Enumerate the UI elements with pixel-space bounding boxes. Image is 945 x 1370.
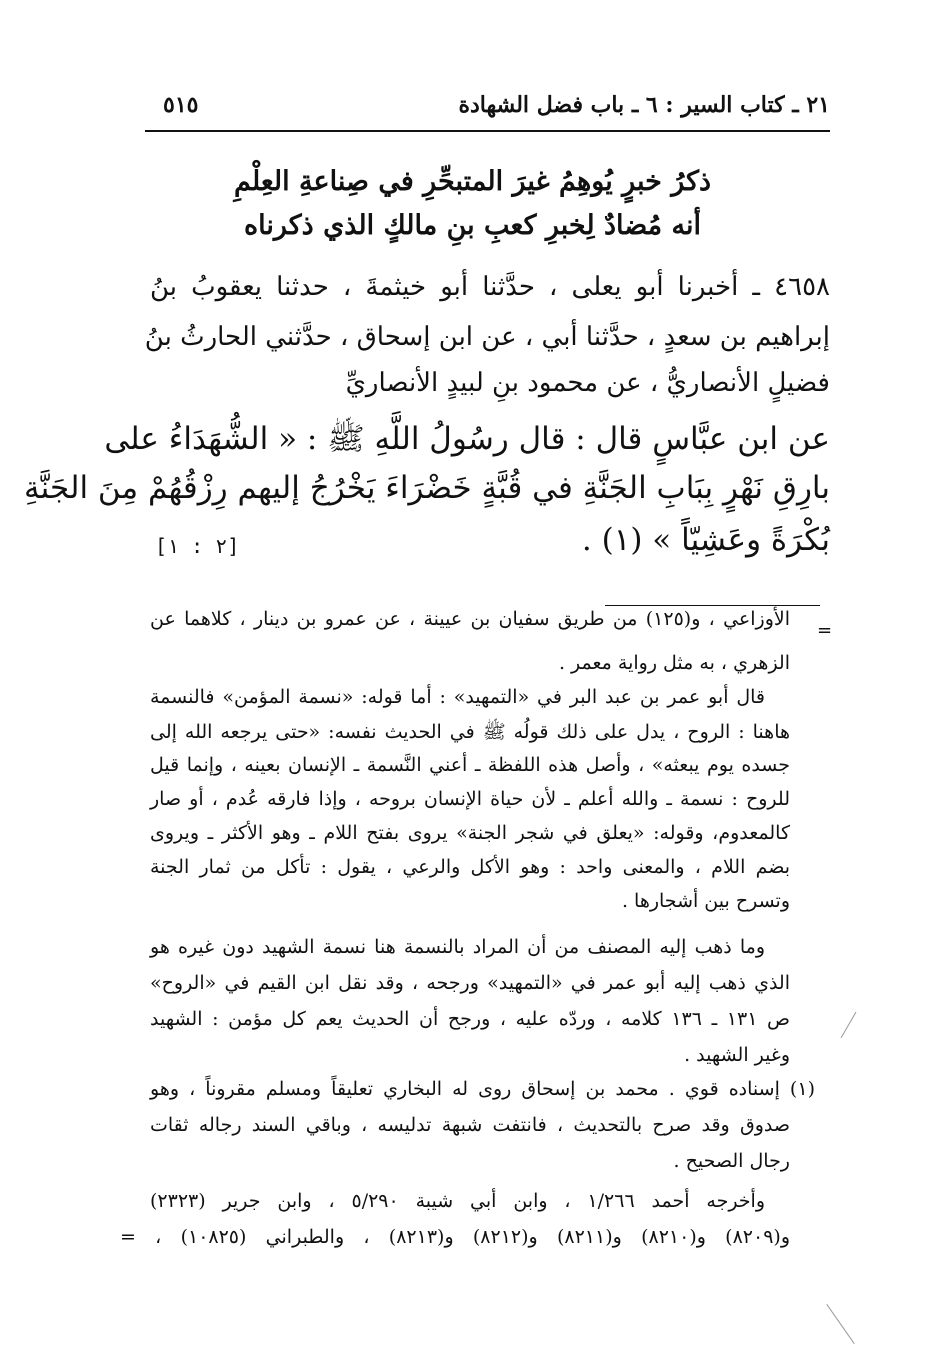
footnote-line: وما ذهب إليه المصنف من أن المراد بالنسمة هنا نسمة الشهيد دون غيره هو xyxy=(150,936,765,958)
footnote-line: رجال الصحيح . xyxy=(673,1150,790,1172)
scan-scratch xyxy=(841,1012,857,1038)
footnote-line: بضم اللام ، والمعنى واحد : وهو الأكل والرعي ، يقول : تأكل من ثمار الجنة xyxy=(150,856,790,878)
matn-line-3: بُكْرَةً وعَشِيّاً » (١) . xyxy=(581,522,830,558)
chapter-title: ٢١ ـ كتاب السير : ٦ ـ باب فضل الشهادة xyxy=(458,92,830,118)
hadith-reference: [٢ : ١] xyxy=(155,534,240,558)
footnote-line: ص ١٣١ ـ ١٣٦ كلامه ، وردّه عليه ، ورجح أن الحديث يعم كل مؤمن : الشهيد xyxy=(150,1008,791,1030)
footnote-line: قال أبو عمر بن عبد البر في «التمهيد» : أما قوله: «نسمة المؤمن» فالنسمة xyxy=(150,686,765,708)
footnote-line: هاهنا : الروح ، يدل على ذلك قولُه ﷺ في الحديث نفسه: «حتى يرجعه الله إلى xyxy=(150,721,790,743)
footnote-line: الذي ذهب إليه أبو عمر في «التمهيد» ورجحه ، وقد نقل ابن القيم في «الروح» xyxy=(150,972,790,994)
footnote-separator xyxy=(605,605,820,606)
matn-line-2: بارِقِ نَهْرٍ بِبَابِ الجَنَّةِ في قُبَّةٍ خَضْرَاءَ يَخْرُجُ إليهم رِزْقُهُمْ مِنَ الجَنَّةِ xyxy=(24,470,830,506)
footnote-line: للروح : نسمة ـ والله أعلم ـ لأن حياة الإنسان بروحه ، وإذا فارقه عُدم ، أو صار xyxy=(150,788,790,810)
footnote-line: وتسرح بين أشجارها . xyxy=(621,890,790,912)
footnote-line: جسده يوم يبعثه» ، وأصل هذه اللفظة ـ أعني النَّسمة ـ الإنسان بعينه ، وإنما قيل xyxy=(150,754,790,776)
section-heading-line-2: أنه مُضادٌ لِخبرِ كعبِ بنِ مالكٍ الذي ذكرناه xyxy=(244,210,701,241)
running-header xyxy=(145,92,830,126)
page-number: ٥١٥ xyxy=(163,92,199,118)
footnote-line: كالمعدوم، وقوله: «يعلق في شجر الجنة» يروى بفتح اللام ـ وهو الأكثر ـ ويروى xyxy=(150,822,790,844)
isnad-line-3: فضيلٍ الأنصاريُّ ، عن محمود بنِ لبيدٍ الأنصاريِّ xyxy=(345,368,830,398)
isnad-line-1: ٤٦٥٨ ـ أخبرنا أبو يعلى ، حدَّثنا أبو خيثمةَ ، حدثنا يعقوبُ بنُ xyxy=(150,272,830,302)
footnote-line: وأخرجه أحمد ١/٢٦٦ ، وابن أبي شيبة ٥/٢٩٠ ، وابن جرير (٢٣٢٣) xyxy=(150,1190,765,1212)
footnote-line: صدوق وقد صرح بالتحديث ، فانتفت شبهة تدليسه ، وباقي السند رجاله ثقات xyxy=(150,1114,790,1136)
footnote-line: و(٨٢٠٩) و(٨٢١٠) و(٨٢١١) و(٨٢١٢) و(٨٢١٣) ، والطبراني (١٠٨٢٥) ، = xyxy=(120,1226,790,1248)
scan-scratch xyxy=(826,1304,854,1344)
continuation-mark-top: = xyxy=(817,620,833,641)
isnad-line-2: إبراهيم بن سعدٍ ، حدَّثنا أبي ، عن ابن إسحاق ، حدَّثني الحارثُ بنُ xyxy=(144,322,830,352)
footnote-line: الأوزاعي ، و(١٢٥) من طريق سفيان بن عيينة ، عن عمرو بن دينار ، كلاهما عن xyxy=(150,608,790,630)
header-rule xyxy=(145,130,830,132)
matn-line-1: عن ابن عبَّاسٍ قال : قال رسُولُ اللَّهِ ﷺ : « الشُّهَدَاءُ على xyxy=(104,421,830,457)
section-heading-line-1: ذكرُ خبرٍ يُوهِمُ غيرَ المتبحِّرِ في صِناعةِ العِلْمِ xyxy=(233,166,712,197)
footnote-line: وغير الشهيد . xyxy=(684,1044,790,1066)
footnote-line: (١) إسناده قوي . محمد بن إسحاق روى له البخاري تعليقاً ومسلم مقروناً ، وهو xyxy=(150,1078,815,1100)
footnote-line: الزهري ، به مثل رواية معمر . xyxy=(558,652,790,674)
